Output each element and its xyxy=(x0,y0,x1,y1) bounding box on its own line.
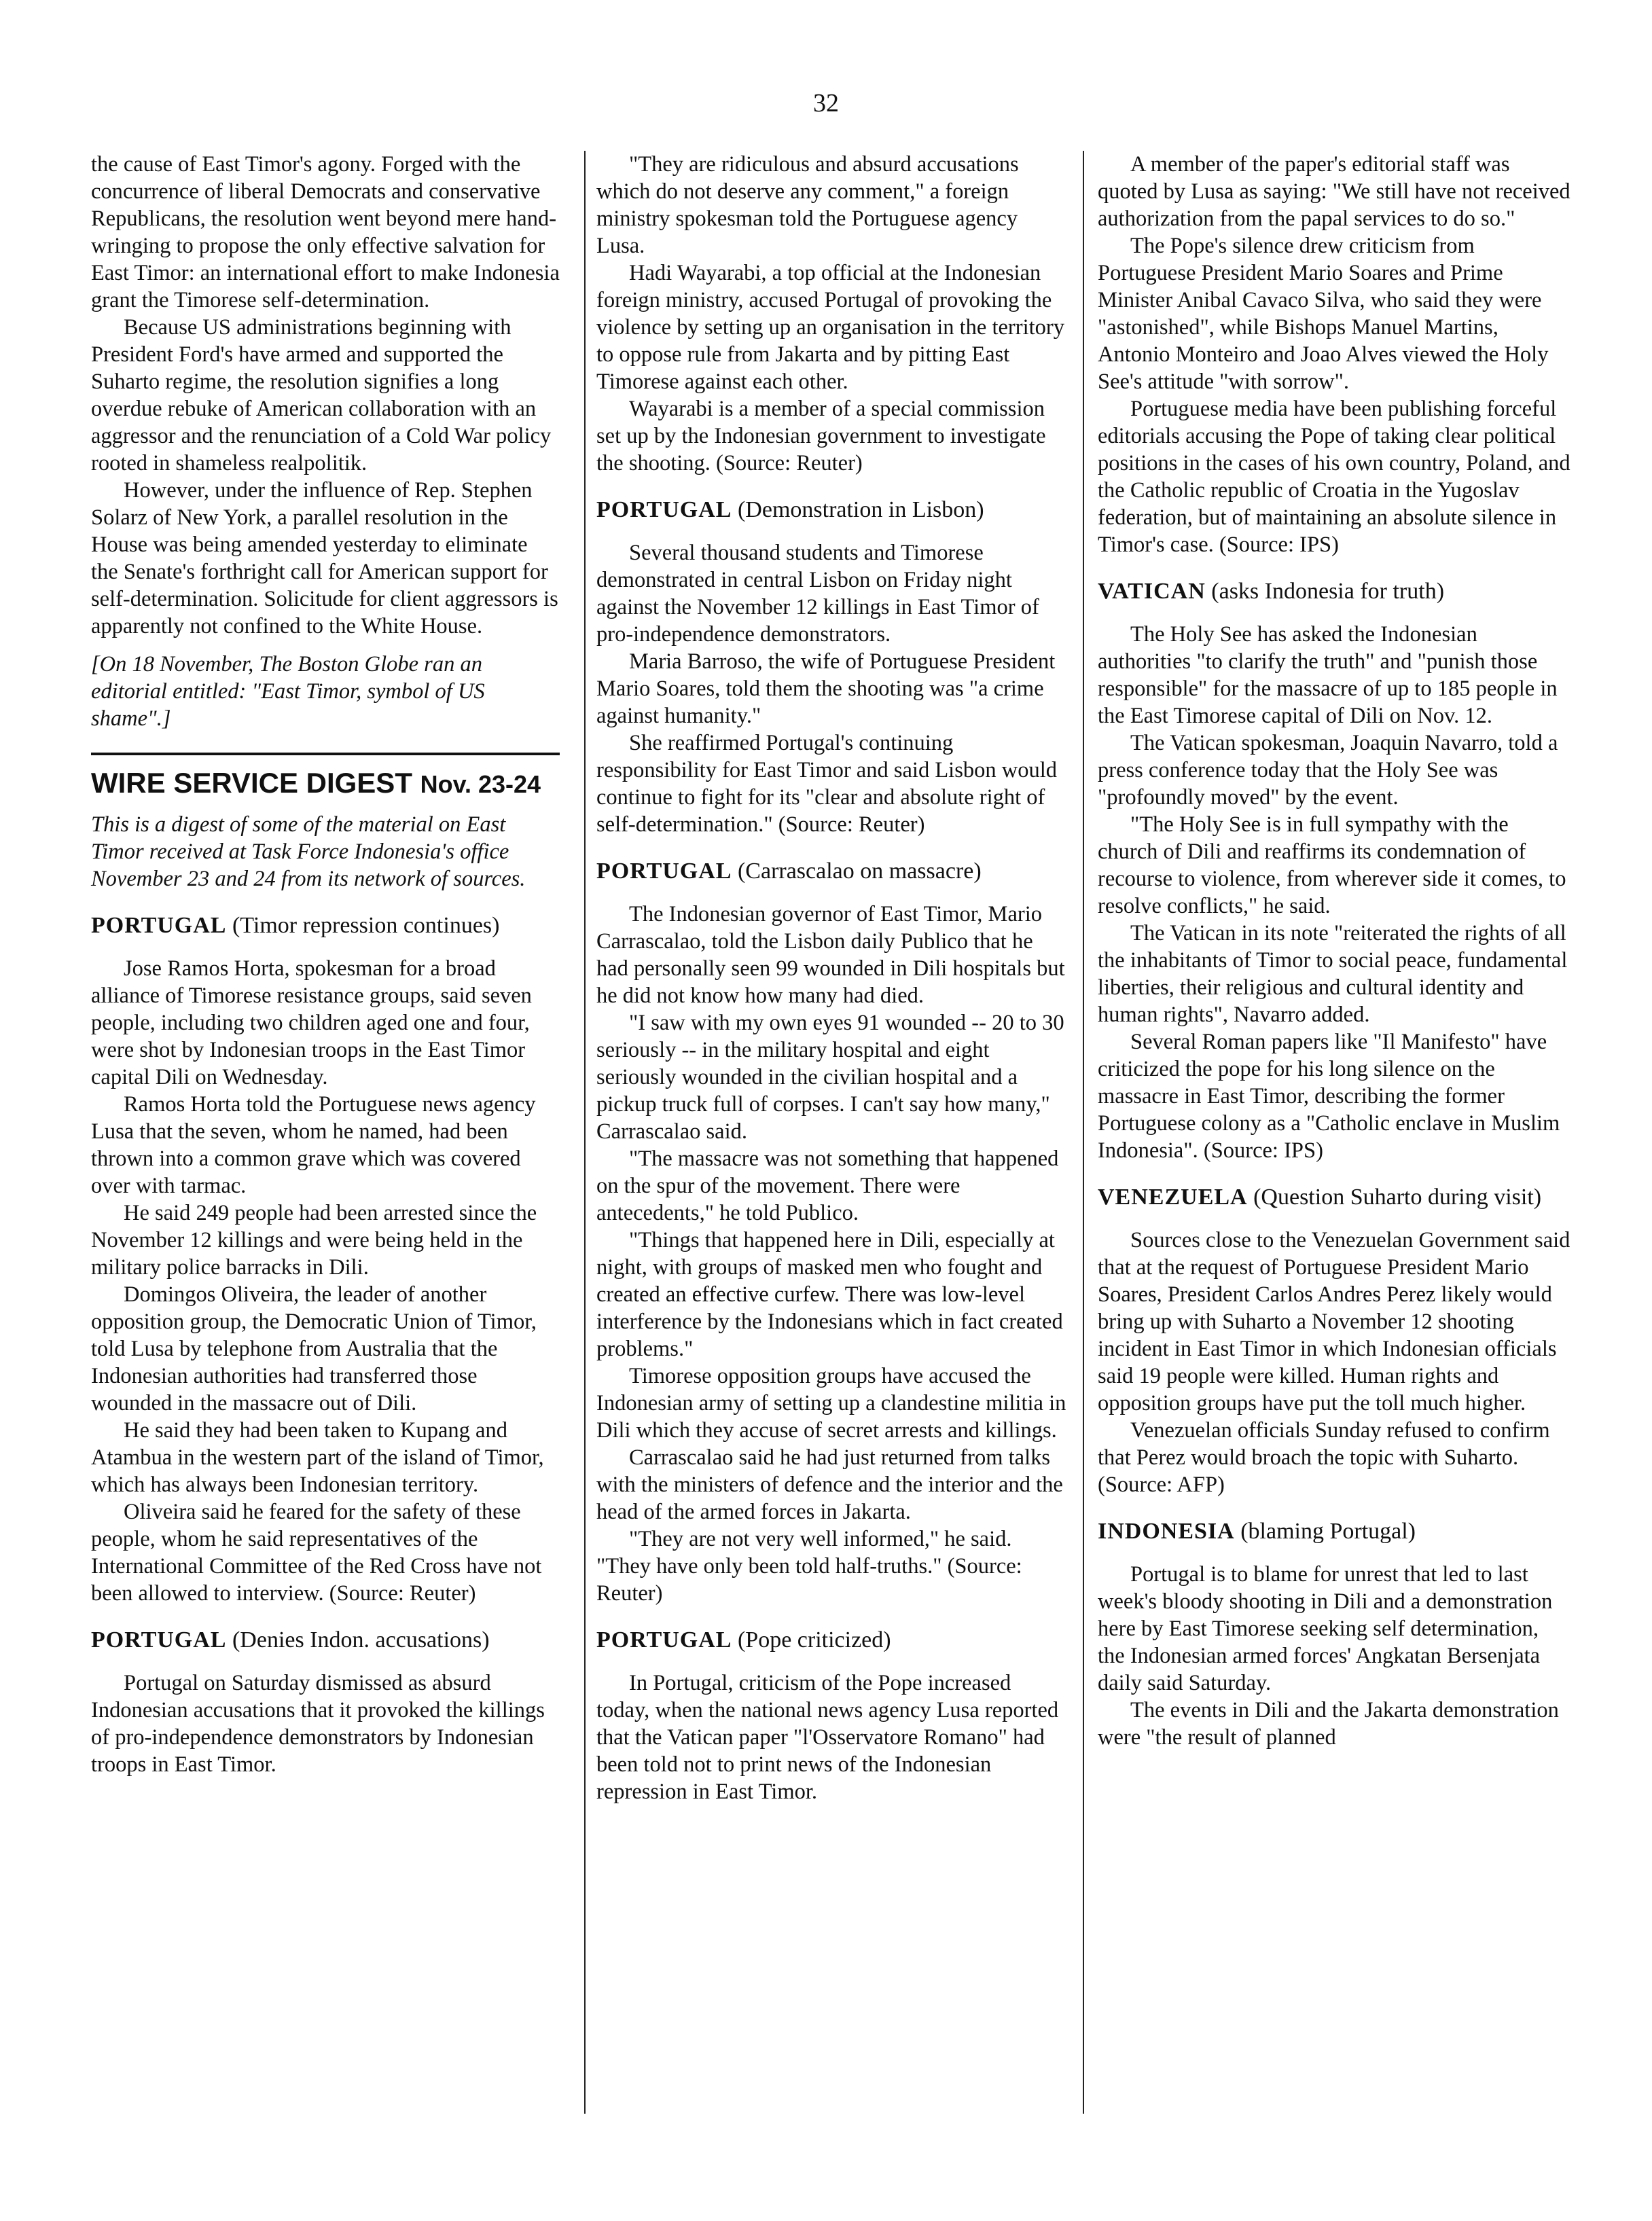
paragraph: "The Holy See is in full sympathy with the church of Dili and reaffirms its condemnation of recourse to violence, from wherever side it comes, to resolve conflicts," he said. xyxy=(1098,812,1566,918)
paragraph: "The massacre was not something that happened on the spur of the movement. There were antecedents," he told Publico. xyxy=(596,1146,1059,1225)
paragraph: Timorese opposition groups have accused the Indonesian army of setting up a clandestine militia in Dili which they accuse of secret arrests and killings. xyxy=(596,1364,1066,1443)
paragraph: She reaffirmed Portugal's continuing responsibility for East Timor and said Lisbon would continue to fight for its "clear and absolute right of self-determination." (Source: Reuter) xyxy=(596,731,1057,837)
paragraph: "They are not very well informed," he said. "They have only been told half-truths." (Source: Reuter) xyxy=(596,1527,1022,1606)
column-divider xyxy=(584,151,586,2114)
section-heading xyxy=(91,1626,560,1655)
section-heading xyxy=(1098,577,1570,606)
paragraph: In Portugal, criticism of the Pope increased today, when the national news agency Lusa reported that the Vatican paper "l'Osservatore Romano" had been told not to print news of the Indonesian repression in East Timor. xyxy=(596,1671,1059,1804)
paragraph: Carrascalao said he had just returned from talks with the ministers of defence and the interior and the head of the armed forces in Jakarta. xyxy=(596,1445,1063,1524)
column-divider xyxy=(1083,151,1084,2114)
section-country: VATICAN xyxy=(1098,579,1206,604)
section-country: PORTUGAL xyxy=(91,1627,227,1653)
paragraph: The events in Dili and the Jakarta demonstration were "the result of planned xyxy=(1098,1698,1559,1750)
digest-intro: This is a digest of some of the material on East Timor received at Task Force Indonesia's office November 23 and 24 from its network of sources. xyxy=(91,812,526,891)
section-subtitle: (blaming Portugal) xyxy=(1240,1519,1416,1544)
paragraph: A member of the paper's editorial staff was quoted by Lusa as saying: "We still have not received authorization from the papal services to do so." xyxy=(1098,152,1570,231)
section-subtitle: (Demonstration in Lisbon) xyxy=(737,497,984,522)
section-subtitle: (asks Indonesia for truth) xyxy=(1211,579,1445,604)
paragraph: Because US administrations beginning with President Ford's have armed and supported the Suharto regime, the resolution signifies a long overdue rebuke of American collaboration with an aggressor and the renunciation of a Cold War policy rooted in shameless realpolitik. xyxy=(91,315,552,475)
paragraph: The Vatican in its note "reiterated the rights of all the inhabitants of Timor to social peace, fundamental liberties, their religious and cultural identity and human rights", Navarro added. xyxy=(1098,921,1568,1027)
paragraph: He said they had been taken to Kupang and Atambua in the western part of the island of Timor, which has always been Indonesian territory. xyxy=(91,1418,544,1497)
paragraph: Oliveira said he feared for the safety of these people, whom he said representatives of the International Committee of the Red Cross have not been allowed to interview. (Source: Reuter) xyxy=(91,1500,542,1606)
section-heading xyxy=(596,857,1069,886)
paragraph: The Indonesian governor of East Timor, Mario Carrascalao, told the Lisbon daily Publico that he had personally seen 99 wounded in Dili hospitals but he did not know how many had died. xyxy=(596,902,1065,1008)
column-3 xyxy=(1098,151,1570,1751)
column-2 xyxy=(596,151,1069,1805)
editor-note: [On 18 November, The Boston Globe ran an editorial entitled: "East Timor, symbol of US shame".] xyxy=(91,652,485,731)
paragraph: Jose Ramos Horta, spokesman for a broad alliance of Timorese resistance groups, said seven people, including two children aged one and four, were shot by Indonesian troops in the East Timor capital Dili on Wednesday. xyxy=(91,956,532,1089)
digest-title: WIRE SERVICE DIGEST xyxy=(91,767,412,799)
section-heading xyxy=(1098,1517,1570,1546)
paragraph: Domingos Oliveira, the leader of another opposition group, the Democratic Union of Timor, told Lusa by telephone from Australia that the Indonesian authorities had transferred those wounded in the massacre out of Dili. xyxy=(91,1282,537,1415)
section-subtitle: (Pope criticized) xyxy=(737,1627,891,1653)
paragraph: Several Roman papers like "Il Manifesto" have criticized the pope for his long silence on the massacre in East Timor, describing the former Portuguese colony as a "Catholic enclave in Muslim Indonesia". (Source: IPS) xyxy=(1098,1030,1560,1163)
paragraph: However, under the influence of Rep. Stephen Solarz of New York, a parallel resolution in the House was being amended yesterday to eliminate the Senate's forthright call for American support for self-determination. Solicitude for client aggressors is apparently not confined to the White House. xyxy=(91,478,558,638)
section-subtitle: (Carrascalao on massacre) xyxy=(737,859,982,884)
page-number: 32 xyxy=(813,89,839,118)
paragraph: The Pope's silence drew criticism from Portuguese President Mario Soares and Prime Minister Anibal Cavaco Silva, who said they were "astonished", while Bishops Manuel Martins, Antonio Monteiro and Joao Alves viewed the Holy See's attitude "with sorrow". xyxy=(1098,234,1549,394)
paragraph: "I saw with my own eyes 91 wounded -- 20 to 30 seriously -- in the military hospital and eight seriously wounded in the civilian hospital and a pickup truck full of corpses. I can't say how many," Carrascalao said. xyxy=(596,1011,1064,1144)
paragraph: The Vatican spokesman, Joaquin Navarro, told a press conference today that the Holy See was "profoundly moved" by the event. xyxy=(1098,731,1558,810)
section-heading xyxy=(596,1626,1069,1655)
section-country: INDONESIA xyxy=(1098,1519,1235,1544)
paragraph: Portugal on Saturday dismissed as absurd Indonesian accusations that it provoked the killings of pro-independence demonstrators by Indonesian troops in East Timor. xyxy=(91,1671,545,1777)
section-country: VENEZUELA xyxy=(1098,1185,1248,1210)
section-subtitle: (Denies Indon. accusations) xyxy=(232,1627,490,1653)
paragraph: Portugal is to blame for unrest that led to last week's bloody shooting in Dili and a demonstration here by East Timorese seeking self determination, the Indonesian armed forces' Angkatan Bersenjata daily said Saturday. xyxy=(1098,1562,1553,1695)
section-subtitle: (Question Suharto during visit) xyxy=(1253,1185,1542,1210)
paragraph: "Things that happened here in Dili, especially at night, with groups of masked men who fought and created an effective curfew. There was low-level interference by the Indonesians which in fact created problems." xyxy=(596,1228,1063,1361)
paragraph: Wayarabi is a member of a special commission set up by the Indonesian government to investigate the shooting. (Source: Reuter) xyxy=(596,397,1046,475)
section-heading xyxy=(596,496,1069,524)
paragraph: The Holy See has asked the Indonesian authorities "to clarify the truth" and "punish those responsible" for the massacre of up to 185 people in the East Timorese capital of Dili on Nov. 12. xyxy=(1098,622,1558,728)
paragraph: "They are ridiculous and absurd accusations which do not deserve any comment," a foreign ministry spokesman told the Portuguese agency Lusa. xyxy=(596,152,1019,258)
section-heading xyxy=(91,911,560,940)
paragraph: Hadi Wayarabi, a top official at the Indonesian foreign ministry, accused Portugal of provoking the violence by setting up an organisation in the territory to oppose rule from Jakarta and by pitting East Timorese against each other. xyxy=(596,261,1064,394)
paragraph: the cause of East Timor's agony. Forged with the concurrence of liberal Democrats and conservative Republicans, the resolution went beyond mere hand-wringing to propose the only effective salvation for East Timor: an international effort to make Indonesia grant the Timorese self-determination. xyxy=(91,152,560,312)
paragraph: He said 249 people had been arrested since the November 12 killings and were being held in the military police barracks in Dili. xyxy=(91,1201,537,1280)
paragraph: Several thousand students and Timorese demonstrated in central Lisbon on Friday night against the November 12 killings in East Timor of pro-independence demonstrators. xyxy=(596,541,1039,647)
section-heading xyxy=(1098,1183,1570,1212)
paragraph: Maria Barroso, the wife of Portuguese President Mario Soares, told them the shooting was "a crime against humanity." xyxy=(596,649,1056,728)
paragraph: Portuguese media have been publishing forceful editorials accusing the Pope of taking clear political positions in the cases of his own country, Poland, and the Catholic republic of Croatia in the Yugoslav federation, but of maintaining an absolute silence in Timor's case. (Source: IPS) xyxy=(1098,397,1570,557)
section-country: PORTUGAL xyxy=(596,497,732,522)
paragraph: Ramos Horta told the Portuguese news agency Lusa that the seven, whom he named, had been thrown into a common grave which was covered over with tarmac. xyxy=(91,1092,536,1198)
section-country: PORTUGAL xyxy=(596,1627,732,1653)
section-country: PORTUGAL xyxy=(91,913,227,938)
digest-date: Nov. 23-24 xyxy=(420,770,541,798)
section-country: PORTUGAL xyxy=(596,859,732,884)
paragraph: Venezuelan officials Sunday refused to confirm that Perez would broach the topic with Suharto. (Source: AFP) xyxy=(1098,1418,1550,1497)
paragraph: Sources close to the Venezuelan Government said that at the request of Portuguese President Mario Soares, President Carlos Andres Perez likely would bring up with Suharto a November 12 shooting incident in East Timor in which Indonesian officials said 19 people were killed. Human rights and opposition groups have put the toll much higher. xyxy=(1098,1228,1570,1415)
column-1 xyxy=(91,151,560,1778)
section-subtitle: (Timor repression continues) xyxy=(232,913,500,938)
digest-heading xyxy=(91,753,560,801)
